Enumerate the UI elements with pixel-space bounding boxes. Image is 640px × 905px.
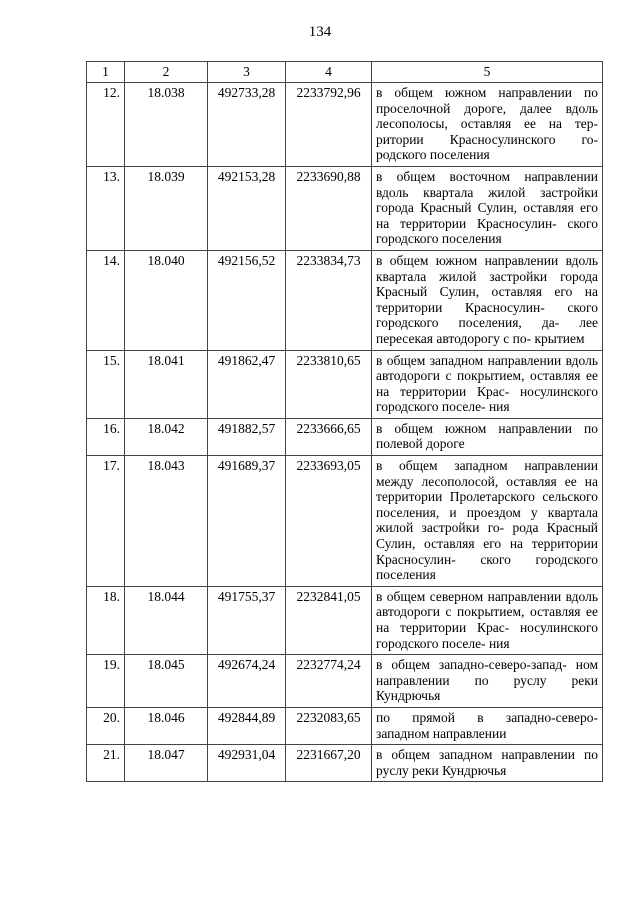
column-header-1: 1: [87, 62, 125, 83]
point-number-cell: 18.041: [125, 350, 208, 418]
row-number-cell: 15.: [87, 350, 125, 418]
description-line: в общем восточном направлении: [376, 168, 598, 184]
boundary-description-cell: [372, 655, 603, 708]
table-row: [87, 707, 603, 744]
y-coordinate-cell: 2233834,73: [286, 250, 372, 350]
description-line: лесополосы, оставляя ее на тер-: [376, 116, 598, 132]
description-line: крытием: [534, 330, 585, 346]
point-number-cell: 18.040: [125, 250, 208, 350]
boundary-description-cell: [372, 350, 603, 418]
row-number-cell: 20.: [87, 707, 125, 744]
boundary-description-cell: [372, 456, 603, 587]
y-coordinate-cell: 2231667,20: [286, 745, 372, 782]
description-line: Кундрючья: [376, 688, 441, 704]
description-line: вдоль автодороги с покрытием,: [376, 352, 598, 384]
table-header-row: [87, 62, 603, 83]
table-row: [87, 456, 603, 587]
column-header-2: 2: [125, 62, 208, 83]
description-line: ном направлении по руслу реки: [376, 657, 598, 688]
description-line: его на территории Красносулин-: [376, 284, 598, 315]
y-coordinate-cell: 2232841,05: [286, 586, 372, 654]
y-coordinate-cell: 2233693,05: [286, 456, 372, 587]
description-line: в общем северном направлении: [376, 588, 562, 604]
row-number-cell: 17.: [87, 456, 125, 587]
description-line: вдоль автодороги с покрытием,: [376, 588, 599, 620]
boundary-description-table: [86, 61, 603, 782]
point-number-cell: 18.043: [125, 456, 208, 587]
description-line: в общем западном направлении: [376, 352, 562, 368]
description-line: лее пересекая автодорогу с по-: [376, 315, 598, 346]
description-line: у квартала жилой застройки го-: [376, 504, 598, 536]
description-line: ского городского поселения, да-: [376, 299, 598, 331]
row-number-cell: 21.: [87, 745, 125, 782]
boundary-description-cell: [372, 586, 603, 654]
table-row: [87, 350, 603, 418]
row-number-cell: 12.: [87, 83, 125, 167]
row-number-cell: 18.: [87, 586, 125, 654]
x-coordinate-cell: 491689,37: [208, 456, 286, 587]
table-body: [87, 83, 603, 782]
description-line: носулинского городского поселе-: [376, 383, 598, 415]
description-line: в общем западном направлении: [376, 458, 598, 474]
description-line: проселочной дороге, далее вдоль: [376, 100, 598, 116]
description-line: оставляя ее на территории Крас-: [376, 604, 599, 635]
page-number: 134: [308, 24, 332, 40]
description-line: носулинского городского поселе-: [376, 620, 598, 651]
description-line: ского городского поселения: [376, 215, 598, 247]
point-number-cell: 18.047: [125, 745, 208, 782]
x-coordinate-cell: 492156,52: [208, 250, 286, 350]
column-header-3: 3: [208, 62, 286, 83]
boundary-description-cell: [372, 418, 603, 455]
row-number-cell: 16.: [87, 418, 125, 455]
boundary-description-cell: [372, 83, 603, 167]
description-line: в общем западном направлении: [376, 747, 576, 763]
description-line: ского городского поселения: [376, 551, 598, 583]
point-number-cell: 18.038: [125, 83, 208, 167]
x-coordinate-cell: 492931,04: [208, 745, 286, 782]
table-row: [87, 586, 603, 654]
point-number-cell: 18.039: [125, 166, 208, 250]
boundary-description-cell: [372, 250, 603, 350]
y-coordinate-cell: 2233690,88: [286, 166, 372, 250]
point-number-cell: 18.042: [125, 418, 208, 455]
description-line: ния: [488, 635, 510, 651]
description-line: города Красный Сулин, оставляя: [376, 268, 598, 300]
row-number-cell: 19.: [87, 655, 125, 708]
y-coordinate-cell: 2232083,65: [286, 707, 372, 744]
x-coordinate-cell: 491882,57: [208, 418, 286, 455]
description-line: оставляя ее на территории Крас-: [376, 368, 599, 399]
description-line: по руслу реки Кундрючья: [376, 747, 598, 778]
description-line: вдоль квартала жилой застройки: [376, 252, 598, 284]
x-coordinate-cell: 492674,24: [208, 655, 286, 708]
description-line: в общем южном направлении по: [376, 420, 598, 436]
description-line: города Красный Сулин, оставляя: [376, 200, 574, 216]
y-coordinate-cell: 2232774,24: [286, 655, 372, 708]
description-line: в общем западно-северо-запад-: [376, 657, 567, 673]
description-line: сельского поселения, и проездом: [376, 489, 598, 520]
description-line: полевой дороге: [376, 436, 465, 452]
description-line: в общем южном направлении: [376, 252, 559, 268]
description-line: ния: [488, 399, 510, 415]
description-line: по прямой в западно-северо-: [376, 709, 598, 725]
table-row: [87, 418, 603, 455]
point-number-cell: 18.046: [125, 707, 208, 744]
row-number-cell: 14.: [87, 250, 125, 350]
column-header-4: 4: [286, 62, 372, 83]
description-line: на территории Пролетарского: [376, 473, 598, 505]
table-row: [87, 655, 603, 708]
table-row: [87, 166, 603, 250]
table-row: [87, 83, 603, 167]
description-line: рода Красный Сулин, оставляя: [376, 520, 599, 552]
column-header-5: 5: [372, 62, 603, 83]
point-number-cell: 18.045: [125, 655, 208, 708]
y-coordinate-cell: 2233792,96: [286, 83, 372, 167]
x-coordinate-cell: 492844,89: [208, 707, 286, 744]
description-line: в общем южном направлении по: [376, 85, 598, 100]
description-line: между лесополосой, оставляя ее: [376, 473, 577, 489]
y-coordinate-cell: 2233810,65: [286, 350, 372, 418]
row-number-cell: 13.: [87, 166, 125, 250]
table-row: [87, 250, 603, 350]
x-coordinate-cell: 492733,28: [208, 83, 286, 167]
table-row: [87, 745, 603, 782]
boundary-description-cell: [372, 166, 603, 250]
description-line: его на территории Красносулин-: [376, 536, 599, 567]
point-number-cell: 18.044: [125, 586, 208, 654]
x-coordinate-cell: 491862,47: [208, 350, 286, 418]
boundary-description-cell: [372, 745, 603, 782]
boundary-description-cell: [372, 707, 603, 744]
x-coordinate-cell: 492153,28: [208, 166, 286, 250]
description-line: ритории Красносулинского го-: [376, 131, 598, 147]
description-line: западном направлении: [376, 725, 507, 741]
description-line: его на территории Красносулин-: [376, 200, 598, 231]
y-coordinate-cell: 2233666,65: [286, 418, 372, 455]
description-line: вдоль квартала жилой застройки: [376, 184, 598, 200]
description-line: родского поселения: [376, 147, 490, 163]
x-coordinate-cell: 491755,37: [208, 586, 286, 654]
